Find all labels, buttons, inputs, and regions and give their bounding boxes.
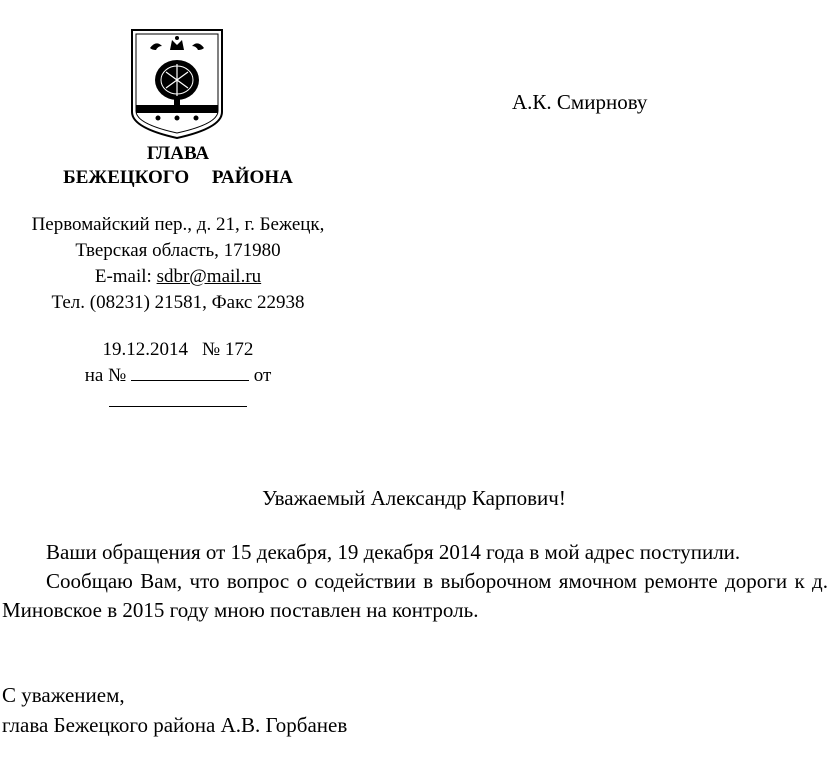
body-paragraph-2: Сообщаю Вам, что вопрос о содействии в выборочном ямочном ремонте дороги к д. Миновское в 2015 году мною поставлен на контроль. xyxy=(2,569,828,622)
address-line1: Первомайский пер., д. 21, г. Бежецк, xyxy=(31,214,325,235)
closing-regards: С уважением, xyxy=(2,683,125,707)
reply-prefix: на № xyxy=(84,365,127,386)
letter-date: 19.12.2014 xyxy=(102,339,189,360)
letter-number: № 172 xyxy=(202,339,254,360)
organization-address xyxy=(0,212,356,316)
org-title-line2: БЕЖЕЦКОГО РАЙОНА xyxy=(63,167,293,188)
signatory: глава Бежецкого района А.В. Горбанев xyxy=(2,713,348,737)
reply-date-line xyxy=(0,389,356,415)
reply-date-blank xyxy=(109,405,247,407)
addressee: А.К. Смирнову xyxy=(512,90,648,114)
closing xyxy=(2,680,347,740)
email-line xyxy=(0,264,356,290)
email-link[interactable]: sdbr@mail.ru xyxy=(156,266,262,287)
salutation: Уважаемый Александр Карпович! xyxy=(262,486,566,510)
reply-reference-line xyxy=(0,363,356,389)
registration-block xyxy=(0,337,356,415)
reply-from: от xyxy=(253,365,272,386)
org-title-line1: ГЛАВА xyxy=(146,143,210,164)
outgoing-number-line xyxy=(0,337,356,363)
body-paragraph-1: Ваши обращения от 15 декабря, 19 декабря 2014 года в мой адрес поступили. xyxy=(46,540,741,564)
phone-line: Тел. (08231) 21581, Факс 22938 xyxy=(51,292,305,313)
address-line2: Тверская область, 171980 xyxy=(75,240,281,261)
reply-number-blank xyxy=(131,364,249,381)
letter-body xyxy=(2,538,828,625)
email-label: E-mail: xyxy=(94,266,157,287)
organization-title xyxy=(0,142,356,190)
coat-of-arms-icon xyxy=(130,28,224,140)
